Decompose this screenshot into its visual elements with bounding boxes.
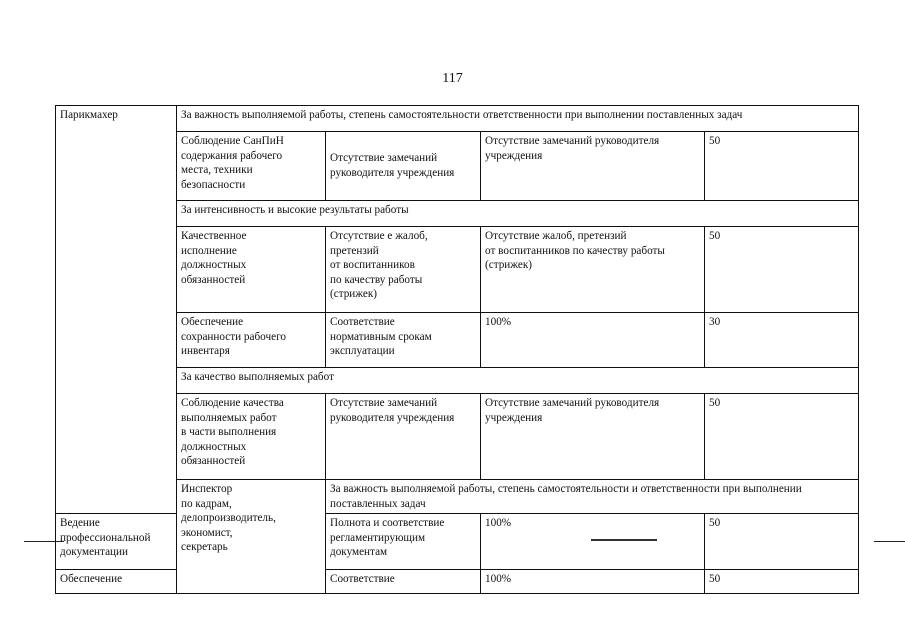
indicator-text: 100% — [485, 316, 512, 328]
group-header — [177, 106, 859, 132]
group-header-row — [56, 201, 859, 227]
points-cell — [705, 394, 859, 480]
condition-text: Соответствие нормативным срокам эксплуатации — [330, 316, 432, 358]
criterion-text: Обеспечение — [60, 573, 123, 586]
group-header-text: За интенсивность и высокие результаты работы — [181, 204, 409, 216]
criterion-cell — [177, 227, 326, 313]
criterion-cell — [56, 514, 177, 570]
condition-text: Отсутствие е жалоб, претензий от воспитанников по качеству работы (стрижек) — [330, 230, 428, 301]
points-cell — [705, 514, 859, 570]
points-cell — [705, 313, 859, 368]
scan-artifact-right — [874, 541, 905, 542]
indicator-text: Отсутствие жалоб, претензий от воспитанников по качеству работы (стрижек) — [485, 230, 665, 272]
group-header-text: За важность выполняемой работы, степень самостоятельности ответственности при выполнении поставленных задач — [181, 109, 743, 121]
points-value: 50 — [709, 397, 721, 409]
points-value: 50 — [709, 135, 721, 147]
criterion-cell — [177, 132, 326, 201]
group-header-row — [56, 106, 859, 132]
group-header — [326, 480, 859, 514]
indicator-cell — [481, 132, 705, 201]
indicator-text: 100% — [485, 573, 512, 586]
condition-cell — [326, 313, 481, 368]
group-header — [177, 201, 859, 227]
criterion-cell — [177, 313, 326, 368]
condition-cell — [326, 514, 481, 570]
table-row — [56, 394, 859, 480]
group-header-text: За важность выполняемой работы, степень самостоятельности и ответственности при выполнении поставленных задач — [330, 483, 802, 510]
condition-text: Полнота и соответствие регламентирующим документам — [330, 517, 445, 559]
indicator-text: 100% — [485, 517, 512, 530]
indicator-text: Отсутствие замечаний руководителя учреждения — [485, 135, 660, 162]
page-number: 117 — [442, 71, 463, 86]
criterion-cell — [56, 570, 177, 594]
indicator-cell — [481, 394, 705, 480]
table-row — [56, 514, 859, 570]
condition-text: Отсутствие замечаний руководителя учреждения — [330, 397, 455, 424]
condition-text: Соответствие — [330, 573, 395, 586]
position-cell — [177, 480, 326, 594]
condition-cell — [326, 132, 481, 201]
criterion-text: Качественное исполнение должностных обязанностей — [181, 230, 247, 286]
bonus-criteria-table — [55, 105, 859, 594]
indicator-cell — [481, 514, 705, 570]
criterion-text: Ведение профессиональной документации — [60, 517, 151, 559]
indicator-cell — [481, 570, 705, 594]
points-cell — [705, 570, 859, 594]
points-cell — [705, 132, 859, 201]
criterion-text: Соблюдение качества выполняемых работ в части выполнения должностных обязанностей — [181, 397, 284, 468]
position-cell — [56, 106, 177, 514]
condition-cell — [326, 227, 481, 313]
condition-text: Отсутствие замечаний руководителя учреждения — [330, 152, 455, 179]
position-name: Инспектор по кадрам, делопроизводитель, экономист, секретарь — [181, 483, 276, 554]
indicator-text: Отсутствие замечаний руководителя учреждения — [485, 397, 660, 424]
table-row — [56, 227, 859, 313]
position-name: Парикмахер — [60, 109, 118, 121]
group-header-row — [56, 480, 859, 514]
table-row — [56, 313, 859, 368]
points-cell — [705, 227, 859, 313]
criterion-text: Обеспечение сохранности рабочего инвентаря — [181, 316, 286, 358]
table-row — [56, 570, 859, 594]
indicator-cell — [481, 313, 705, 368]
criterion-text: Соблюдение СанПиН содержания рабочего места, техники безопасности — [181, 135, 284, 191]
table-row — [56, 132, 859, 201]
group-header — [177, 368, 859, 394]
points-value: 50 — [709, 517, 721, 530]
criterion-cell — [177, 394, 326, 480]
condition-cell — [326, 394, 481, 480]
points-value: 30 — [709, 316, 721, 328]
group-header-row — [56, 368, 859, 394]
points-value: 50 — [709, 573, 721, 586]
points-value: 50 — [709, 230, 721, 242]
group-header-text: За качество выполняемых работ — [181, 371, 334, 383]
condition-cell — [326, 570, 481, 594]
indicator-cell — [481, 227, 705, 313]
